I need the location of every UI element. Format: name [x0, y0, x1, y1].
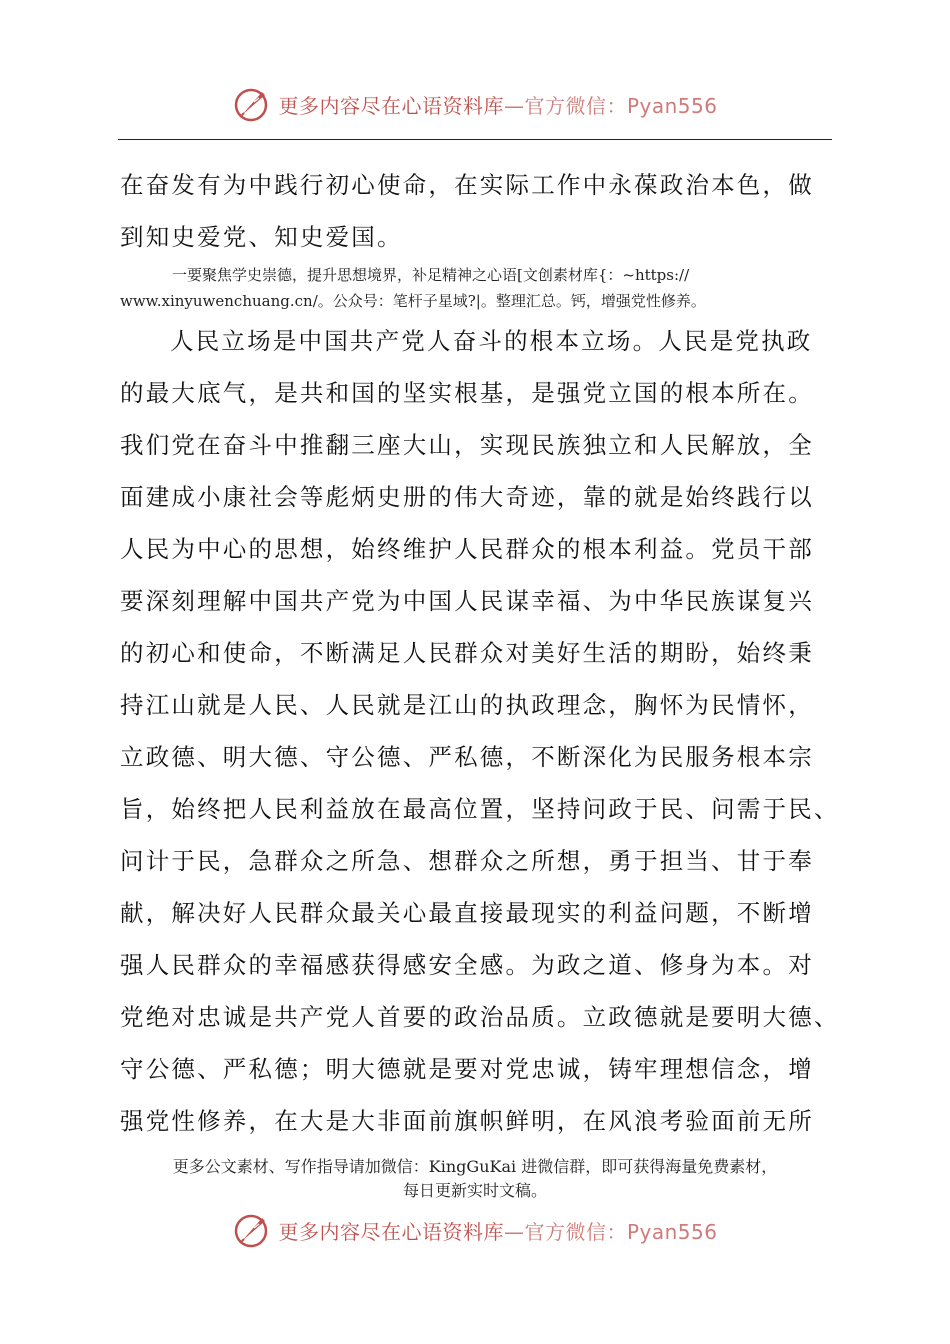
text-line: 立政德、明大德、守公德、严私德，不断深化为民服务根本宗 — [120, 743, 814, 771]
intro-paragraph — [120, 159, 835, 263]
text-line: 强党性修养，在大是大非面前旗帜鲜明，在风浪考验面前无所 — [120, 1107, 814, 1135]
text-line: 到知史爱党、知史爱国。 — [120, 223, 403, 251]
quill-pen-logo-icon — [232, 1210, 272, 1250]
text-line: 的初心和使命，不断满足人民群众对美好生活的期盼，始终秉 — [120, 639, 814, 667]
note-line: 一要聚焦学史崇德，提升思想境界，补足精神之心语[文创素材库{：~https:// — [172, 266, 690, 284]
text-line: 强人民群众的幸福感获得感安全感。为政之道、修身为本。对 — [120, 951, 814, 979]
text-line: 持江山就是人民、人民就是江山的执政理念，胸怀为民情怀， — [120, 691, 814, 719]
footer-note-line: 每日更新实时文稿。 — [402, 1181, 547, 1200]
text-line: 问计于民，急群众之所急、想群众之所想，勇于担当、甘于奉 — [120, 847, 814, 875]
footer-note — [100, 1155, 850, 1203]
text-line: 我们党在奋斗中推翻三座大山，实现民族独立和人民解放，全 — [120, 431, 814, 459]
text-line: 献，解决好人民群众最关心最直接最现实的利益问题，不断增 — [120, 899, 814, 927]
footer-note-line: 更多公文素材、写作指导请加微信：KingGuKai 进微信群，即可获得海量免费素材， — [172, 1157, 778, 1176]
banner-wechat-text: —官方微信：Pyan556 — [503, 93, 718, 118]
text-line: 人民立场是中国共产党人奋斗的根本立场。人民是党执政 — [170, 327, 813, 355]
text-line: 要深刻理解中国共产党为中国人民谋幸福、为中华民族谋复兴 — [120, 587, 814, 615]
text-line: 面建成小康社会等彪炳史册的伟大奇迹，靠的就是始终践行以 — [120, 483, 814, 511]
inserted-note — [120, 262, 835, 314]
text-line: 人民为中心的思想，始终维护人民群众的根本利益。党员干部 — [120, 535, 814, 563]
text-line: 守公德、严私德；明大德就是要对党忠诚，铸牢理想信念，增 — [120, 1055, 814, 1083]
main-paragraph — [120, 315, 840, 1147]
text-line: 的最大底气，是共和国的坚实根基，是强党立国的根本所在。 — [120, 379, 814, 407]
text-line: 旨，始终把人民利益放在最高位置，坚持问政于民、问需于民、 — [120, 795, 840, 823]
header-divider — [118, 139, 832, 140]
text-line: 党绝对忠诚是共产党人首要的政治品质。立政德就是要明大德、 — [120, 1003, 840, 1031]
text-line: 在奋发有为中践行初心使命，在实际工作中永葆政治本色，做 — [120, 171, 814, 199]
banner-lead-text: 更多内容尽在心语资料库 — [278, 93, 504, 118]
note-line: www.xinyuwenchuang.cn/。公众号：笔杆子星域?|。整理汇总。钙，增强党性修养。 — [120, 292, 706, 310]
footer-banner — [0, 1208, 950, 1252]
banner-lead-text: 更多内容尽在心语资料库 — [278, 1219, 504, 1244]
quill-pen-logo-icon — [232, 84, 272, 124]
banner-wechat-text: —官方微信：Pyan556 — [503, 1219, 718, 1244]
header-banner — [0, 82, 950, 126]
